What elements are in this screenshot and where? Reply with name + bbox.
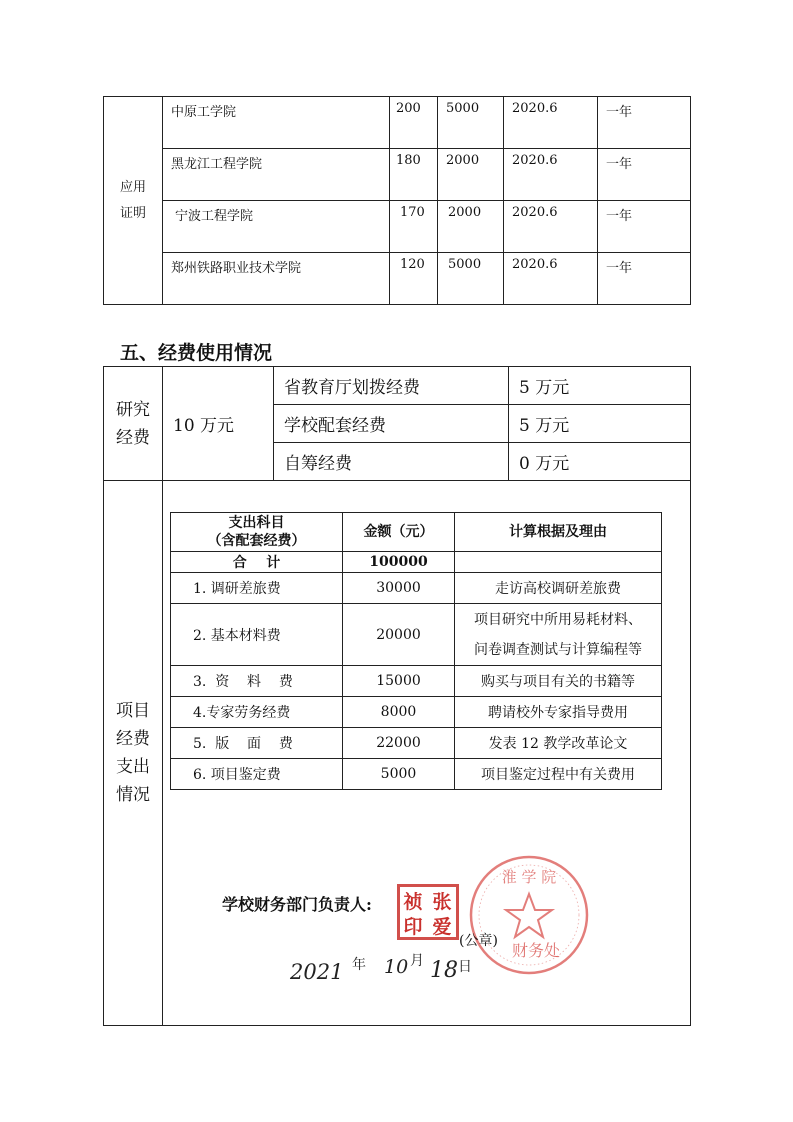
table-row bbox=[171, 759, 662, 790]
date-year-unit: 年 bbox=[352, 957, 366, 973]
students-cell: 120 bbox=[390, 253, 438, 305]
date-cell: 2020.6 bbox=[504, 253, 598, 305]
date-month: 10 bbox=[384, 956, 409, 978]
table-row bbox=[171, 573, 662, 604]
expense-amount: 22000 bbox=[343, 728, 455, 759]
org-name-cell: 宁波工程学院 bbox=[163, 201, 390, 253]
expense-basis: 购买与项目有关的书籍等 bbox=[455, 666, 662, 697]
name-seal-icon bbox=[397, 884, 459, 940]
total-amount: 100000 bbox=[343, 552, 455, 573]
date-year: 2021 bbox=[290, 960, 344, 984]
fund-source-amount: 5 万元 bbox=[509, 405, 691, 443]
application-proof-label: 应用 证明 bbox=[104, 97, 163, 305]
date-day: 18 bbox=[430, 958, 458, 983]
students-cell: 200 bbox=[390, 97, 438, 149]
expense-subject: 4.专家劳务经费 bbox=[171, 697, 343, 728]
total-basis bbox=[455, 552, 662, 573]
expense-subject: 6. 项目鉴定费 bbox=[171, 759, 343, 790]
date-cell: 2020.6 bbox=[504, 201, 598, 253]
table-row bbox=[104, 149, 691, 201]
table-row bbox=[104, 253, 691, 305]
date-month-unit: 月 bbox=[410, 953, 424, 969]
seal-char: 印 bbox=[403, 916, 423, 938]
expense-basis: 走访高校调研差旅费 bbox=[455, 573, 662, 604]
expense-table bbox=[170, 512, 662, 790]
amount-cell: 2000 bbox=[438, 149, 504, 201]
fund-source-name: 省教育厅划拨经费 bbox=[274, 367, 509, 405]
header-subject: 支出科目 （含配套经费） bbox=[171, 513, 343, 552]
period-cell: 一年 bbox=[598, 149, 691, 201]
amount-cell: 2000 bbox=[438, 201, 504, 253]
table-row bbox=[104, 201, 691, 253]
seal-char: 张 bbox=[432, 891, 452, 913]
period-cell: 一年 bbox=[598, 97, 691, 149]
expense-basis: 聘请校外专家指导费用 bbox=[455, 697, 662, 728]
expense-basis: 发表 12 教学改革论文 bbox=[455, 728, 662, 759]
application-proof-table bbox=[103, 96, 691, 305]
table-row bbox=[171, 552, 662, 573]
date-day-unit: 日 bbox=[458, 959, 472, 975]
org-name-cell: 中原工学院 bbox=[163, 97, 390, 149]
expense-label: 项目 经费 支出 情况 bbox=[104, 481, 163, 1026]
table-row bbox=[171, 604, 662, 666]
fund-source-name: 自筹经费 bbox=[274, 443, 509, 481]
seal-text-bottom: 财务处 bbox=[511, 941, 561, 960]
amount-cell: 5000 bbox=[438, 97, 504, 149]
students-cell: 170 bbox=[390, 201, 438, 253]
research-funds-total: 10 万元 bbox=[163, 367, 274, 481]
fund-source-name: 学校配套经费 bbox=[274, 405, 509, 443]
section-title: 五、经费使用情况 bbox=[120, 342, 273, 364]
finance-dept-head-label: 学校财务部门负责人: bbox=[222, 895, 372, 914]
header-basis: 计算根据及理由 bbox=[455, 513, 662, 552]
total-label: 合 计 bbox=[171, 552, 343, 573]
expense-basis: 项目鉴定过程中有关费用 bbox=[455, 759, 662, 790]
seal-text-top: 淮 学 院 bbox=[501, 868, 557, 886]
date-cell: 2020.6 bbox=[504, 149, 598, 201]
expense-subject: 2. 基本材料费 bbox=[171, 604, 343, 666]
header-amount: 金额（元） bbox=[343, 513, 455, 552]
fund-source-amount: 0 万元 bbox=[509, 443, 691, 481]
signature-date bbox=[290, 950, 490, 990]
table-row bbox=[171, 697, 662, 728]
fund-source-amount: 5 万元 bbox=[509, 367, 691, 405]
expense-amount: 5000 bbox=[343, 759, 455, 790]
table-row bbox=[171, 728, 662, 759]
expense-subject: 3. 资 料 费 bbox=[171, 666, 343, 697]
expense-subject: 5. 版 面 费 bbox=[171, 728, 343, 759]
expense-amount: 30000 bbox=[343, 573, 455, 604]
table-header-row bbox=[171, 513, 662, 552]
table-row bbox=[104, 97, 691, 149]
period-cell: 一年 bbox=[598, 253, 691, 305]
period-cell: 一年 bbox=[598, 201, 691, 253]
expense-amount: 15000 bbox=[343, 666, 455, 697]
amount-cell: 5000 bbox=[438, 253, 504, 305]
table-row bbox=[171, 666, 662, 697]
date-cell: 2020.6 bbox=[504, 97, 598, 149]
expense-subject: 1. 调研差旅费 bbox=[171, 573, 343, 604]
expense-amount: 8000 bbox=[343, 697, 455, 728]
expense-basis: 项目研究中所用易耗材料、 问卷调查测试与计算编程等 bbox=[455, 604, 662, 666]
table-row bbox=[104, 367, 691, 405]
research-funds-label: 研究 经费 bbox=[104, 367, 163, 481]
org-name-cell: 郑州铁路职业技术学院 bbox=[163, 253, 390, 305]
seal-char: 爱 bbox=[432, 916, 452, 938]
official-seal-note: (公章) bbox=[459, 933, 498, 949]
expense-amount: 20000 bbox=[343, 604, 455, 666]
org-name-cell: 黑龙江工程学院 bbox=[163, 149, 390, 201]
students-cell: 180 bbox=[390, 149, 438, 201]
seal-char: 祯 bbox=[403, 891, 423, 913]
